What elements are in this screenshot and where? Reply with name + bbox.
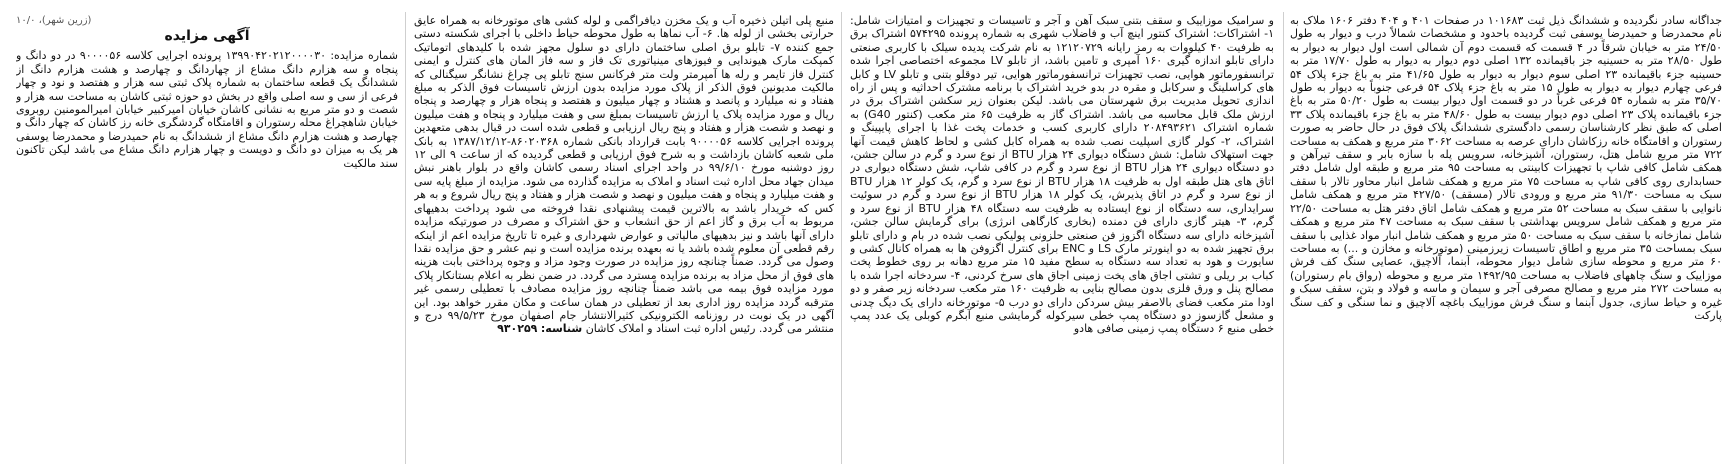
column-center-left <box>414 14 834 464</box>
notice-title: آگهی مزایده <box>164 28 250 44</box>
column-center-right <box>850 14 1274 464</box>
column-divider <box>1283 12 1284 464</box>
notice-id-value: ۹۳۰۲۵۹ <box>497 322 538 336</box>
column-center-right-text: و سرامیک موزاییک و سقف بتنی سبک آهن و آجر و تاسیسات و تجهیزات و امتیازات شامل: ۱- اشتراکات: اشتراک کنتور اینچ آب و فاضلاب شهری به شماره پرونده ۵۷۴۲۹۵ اشتراک برق به ظرفیت ۴۰ کیلووات به رمز رایانه ۱۲۱۲۰۷۲۹ به نام شرکت پدیده سیلک با کاربری صنعتی دارای تابلو اندازه گیری ۱۶۰ آمپری و تامین باشد، از تابلو LV مجموعه اختصاصی اجرا شده ترانسفورماتور هوایی، نصب تجهیزات ترانسفورماتور هوایی، تیر دوقلو بتنی و تابلو LV و کابل های کراسلینگ و سرکابل و مقره در بدو خرید اشتراک با برنامه مشترک احداثیه و پس از راه اندازی تحویل مدیریت برق شهرستان می باشد. لیکن بعنوان زیر سکشن اشتراک برق در ارزش ملک قابل محاسبه می باشد. اشتراک گاز به ظرفیت ۶۵ متر مکعب (کنتور G40) به شماره اشتراک ۲۰۸۴۹۳۶۲۱ دارای کاربری کسب و خدمات پخت غذا با اجرای پایپینگ و اشتراک، ۲- کولر گازی اسپلیت نصب شده به همراه کابل کشی و لحاظ کاهش قیمت آنها جهت استهلاک شامل: شش دستگاه دیواری ۲۴ هزار BTU از نوع سرد و گرم در سالن جشن، دو دستگاه دیواری ۲۴ هزار BTU از نوع سرد و گرم در کافی شاپ، شش دستگاه دیواری در اتاق های هتل طبقه اول به ظرفیت ۱۸ هزار BTU از نوع سرد و گرم، یک کولر ۱۲ هزار BTU از نوع سرد و گرم در اتاق پذیرش، یک کولر ۱۸ هزار BTU از نوع سرد و گرم در سوئیت سرایداری، سه دستگاه از نوع ایستاده به ظرفیت سه دستگاه ۴۸ هزار BTU از نوع سرد و گرم، ۳- هیتر گازی دارای فن دمنده (بخاری کارگاهی انرژی) برای گرمایش سالن جشن، آشپزخانه دارای سه دستگاه اگزوز فن صنعتی حلزونی پولیکی نصب شده در بام و دارای تابلو برق تجهیز شده به دو اینورتر مارک LS و ENC برای کنترل اگزوفن ها به همراه کانال کشی و سایورت و هود به تعداد سه دستگاه به سطح مفید ۱۵ متر مربع دهانه بر روی خطوط پخت کباب بر ریلی و تشتی اجاق های پخت زمینی اجاق های سرخ کردنی، ۴- سردخانه اجرا شده با مصالح پنل و ورق فلزی بدون مصالح بنایی به ظرفیت ۱۶۰ متر مکعب سردخانه زیر صفر و دو اودا متر مکعب فضای بالاصفر بیش سردکن دارای دو درب ۵- موتورخانه دارای یک دیگ چدنی و مشعل گازسوز دو دستگاه پمپ خطی سیرکوله گرمایشی منبع آبگرم کوبلی یک عدد پمپ خطی منبع ۶ دستگاه پمپ زمینی صافی هادو <box>850 14 1274 336</box>
column-divider <box>405 12 406 464</box>
column-divider <box>841 12 842 464</box>
column-center-left-text <box>414 14 834 336</box>
column-right <box>1290 14 1722 464</box>
column-left-text: شماره مزایده: ۱۳۹۹۰۴۲۰۲۱۲۰۰۰۰۳۰ پرونده اجرایی کلاسه ۹۰۰۰۰۵۶ در دو دانگ و پنجاه و سه هزارم دانگ مشاع از چهاردانگ و چهارصد و هشت هزارم دانگ از ششدانگ یک قطعه ساختمان به شماره پلاک ثبتی سه هزار و هفتصد و نود و چهار فرعی از سی و سه اصلی واقع در بخش دو حوزه ثبتی کاشان به مساحت سه هزار و شصت و دو متر مربع به نشانی کاشان خیابان امیرکبیر خیابان امیرالمومنین روبروی خیابان شاهچراغ محله رستوران و اقامتگاه گردشگری خانه رز کاشان که چهار دانگ و چهارصد و هشت هزارم دانگ مشاع از ششدانگ به نام حمیدرضا و محمدرضا یوسفی هر یک به میزان دو دانگ و دویست و چهار هزارم دانگ مشاع می باشد لیکن تاکنون سند مالکیت <box>16 49 398 170</box>
column-left <box>16 14 398 464</box>
previous-notice-fragment: (زرین شهر)، ۱۰/۰ <box>16 15 92 26</box>
notice-id-label: شناسه: <box>540 322 583 336</box>
column-right-text: جداگانه سادر نگردیده و ششدانگ ذیل ثبت ۱۰۱۶۸۳ در صفحات ۴۰۱ و ۴۰۴ دفتر ۱۶۰۶ ملاک به نام محمدرضا و حمیدرضا یوسفی ثبت گردیده باحدود و مشخصات شمالاً درب و دیوار به طول ۲۴/۵۰ متر به خیابان شرقاً در ۴ قسمت که قسمت دوم آن شمالی است اول دیوار به دیوار به طول ۲۸/۵۰ متر به حسینیه جز باقیمانده ۱۳۲ اصلی دوم دیوار به دیوار به طول ۱۷/۷۰ متر به حسینیه جزء باقیمانده ۲۳ اصلی سوم دیوار به دیوار به طول ۴۱/۶۵ متر به باغ جزء پلاک ۵۴ فرعی چهارم دیوار به دیوار به طول ۱۵ متر به باغ جزء پلاک ۵۴ فرعی جنوباً به دیوار به طول ۳۵/۷۰ متر به شماره ۵۴ فرعی غرباً در دو قسمت اول دیوار بیست به طول ۵۰/۲۰ متر به باغ جزء باقیمانده پلاک ۲۳ اصلی دوم دیوار بیست به طول ۴۸/۶۰ متر به باغ جزء باقیمانده پلاک ۳۳ اصلی که طبق نظر کارشناسان رسمی دادگستری ششدانگ پلاک فوق در حال حاضر به صورت رستوران و اقامتگاه خانه رزکاشان دارای عرصه به مساحت ۳۰۶۲ متر مربع و همکف به مساحت ۷۲۲ متر مربع شامل هتل، رستوران، آشپزخانه، سرویس پله با سازه بابر و سقف تیرآهن و همکف شامل کافی شاپ با تجهیزات کابینتی به مساحت ۹۵ متر مربع و طبقه اول شامل دفتر حسابداری روی کافی شاپ به مساحت ۷۵ متر مربع و همکف شامل انبار محاور تالار با سقف سبک به مساحت ۹۱/۳۰ متر مربع و ورودی تالار (مسقف) ۴۲۷/۵۰ متر مربع و همکف شامل نانوایی با سقف سبک به مساحت ۵۲ متر مربع و همکف شامل اتاق دفتر هتل به مساحت ۲۲/۵۰ متر مربع و همکف شامل سرویس بهداشتی با سقف سبک به مساحت ۴۷ متر مربع و همکف شامل نمازخانه با سقف سبک به مساحت ۵۰ متر مربع و همکف شامل انبار مواد غذایی با سقف سبک بمساحت ۳۵ متر مربع و اطاق تاسیسات زیرزمینی (موتورخانه و مخازن و ...) به مساحت ۶۰ متر مربع و محوطه سازی شامل دیوار محوطه، آبنما، آلاچیق، عصایی سنگ کف فرش موزاییک و سنگ چاههای فاضلاب به مساحت ۱۴۹۲/۹۵ متر مربع و محوطه (رواق بام رستوران) به مساحت ۲۷۲ متر مربع و مصالح مصرفی آجر و سیمان و ماسه و فولاد و بتن، سقف سبک و غیره و حیاط سازی، جدول آبنما و سنگ فرش موزاییک باغچه آلاچیق و نما سنگی و کف سنگ پارکت <box>1290 14 1722 322</box>
notice-body-text: منبع پلی اتیلن ذخیره آب و یک مخزن دیافراگمی و لوله کشی های موتورخانه به همراه عایق حرارتی بخشی از لوله ها. ۶- آب نماها به طول محوطه حیاط داخلی با اجرای شکسته دستی جمع کننده ۷- تابلو برق اصلی ساختمان دارای دو سلول مجهز شده با کلیدهای اتوماتیک کمپکت مارک هیوندایی و فیوزهای مینیاتوری تک فاز و سه فاز المان های کنترل و ایمنی کنترل فاز تایمر و رله ها آمپرمتر ولت متر فرکانس سنج تابلو پی چراغ نشانگر سیگنالی که مالکیت مدیونین فوق الذکر از پلاک مورد مزایده بدون ارزش تاسیسات فوق الذکر به مبلغ هفتاد و نه میلیارد و پانصد و هشتاد و چهار میلیون و هفتصد و پنجاه هزار و چهارصد و پنجاه ریال و مورد مزایده پلاک یا ارزش تاسیسات بمبلغ سی و هفت میلیارد و پنجاه و هفت میلیون و نهصد و شصت هزار و هفتاد و پنج ریال ارزیابی و قطعی شده است در قبال بدهی متعهدین پرونده اجرایی کلاسه ۹۰۰۰۰۵۶ بابت قرارداد بانکی شماره ۸۶۰۲۰۳۶۸-۱۳۸۷/۱۲/۱۲ به بانک ملی شعبه کاشان بازداشت و به شرح فوق ارزیابی و قطعی گردیده که از ساعت ۹ الی ۱۲ روز دوشنبه مورخ ۹۹/۶/۱۰ در واحد اجرای اسناد رسمی کاشان واقع در بلوار باهنر نبش میدان جهاد محل اداره ثبت اسناد و املاک به مزایده گذارده می شود. مزایده از مبلغ پایه سی و هفت میلیارد و پنجاه و هفت میلیون و نهصد و شصت هزار و هفتاد و پنج ریال شروع و به هر کس که خریدار باشد به بالاترین قیمت پیشنهادی نقدا فروخته می شود پرداخت بدهیهای مربوط به آب برق و گاز اعم از حق انشعاب و حق اشتراک و مصرف در صورتیکه مزایده دارای آنها باشد و نیز بدهیهای مالیاتی و عوارض شهرداری و غیره تا تاریخ مزایده اعم از اینکه رقم قطعی آن معلوم شده باشد یا نه بعهده برنده مزایده است و نیم عشر و حق مزایده نقدا وصول می گردد. ضمناً چنانچه روز مزایده در صورت وجود مزاد و وجوه پرداختی بابت هزینه های فوق از محل مزاد به برنده مزایده مسترد می گردد. در ضمن نظر به اعلام بستانکار پلاک مورد مزایده فوق بیمه می باشد ضمناً چنانچه روز مزایده مصادف با تعطیلی رسمی غیر مترقبه گردد مزایده روز اداری بعد از تعطیلی در همان ساعت و مکان مقرر خواهد بود. این آگهی در یک نوبت در روزنامه الکترونیکی کثیرالانتشار جام اصفهان مورخ ۹۹/۵/۲۳ درج و منتشر می گردد. رئیس اداره ثبت اسناد و املاک کاشان <box>414 14 834 336</box>
